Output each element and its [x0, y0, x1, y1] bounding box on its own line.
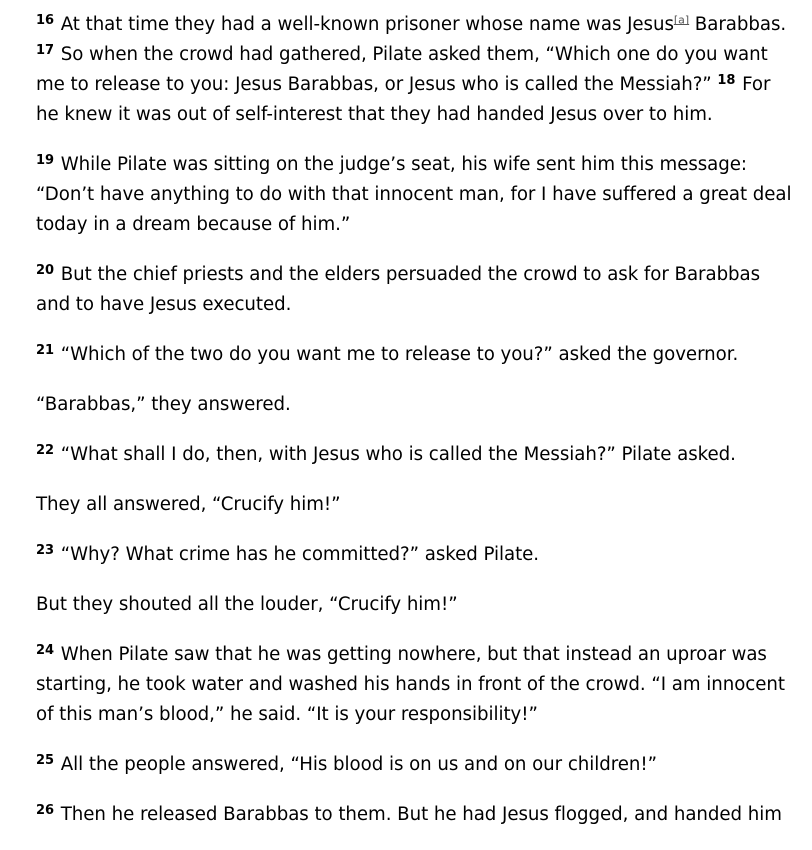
verse-text-19: While Pilate was sitting on the judge’s seat, his wife sent him this message: “Don’t have anything to do with that innocent man, for I have suffered a great deal today in a dream because of him.” [36, 154, 792, 235]
verse-text-24: When Pilate saw that he was getting nowhere, but that instead an uproar was starting, he took water and washed his hands in front of the crowd. “I am innocent of this man’s blood,” he said. “It is your responsibility!” [36, 644, 785, 725]
paragraph-22 [36, 440, 796, 470]
verse-number-24: 24 [36, 643, 54, 659]
paragraph-26 [36, 800, 796, 830]
verse-number-18: 18 [717, 73, 736, 89]
verse-text-18: For he knew it was out of self-interest that they had handed Jesus over to him. [36, 74, 771, 125]
verse-number-19: 19 [36, 153, 54, 169]
paragraph-25 [36, 750, 796, 780]
verse-text-16b: Barabbas. [689, 14, 787, 35]
paragraph-23 [36, 540, 796, 570]
paragraph-22b: They all answered, “Crucify him!” [36, 494, 341, 515]
verse-number-16: 16 [36, 13, 54, 29]
verse-text-16a: At that time they had a well-known prisoner whose name was Jesus [60, 14, 674, 35]
verse-text-17: So when the crowd had gathered, Pilate asked them, “Which one do you want me to release to you: Jesus Barabbas, or Jesus who is called the Messiah?” [36, 44, 768, 95]
verse-number-25: 25 [36, 753, 54, 769]
verse-number-21: 21 [36, 343, 54, 359]
verse-number-23: 23 [36, 543, 54, 559]
paragraph-21b: “Barabbas,” they answered. [36, 394, 291, 415]
verse-text-25: All the people answered, “His blood is on us and on our children!” [60, 754, 658, 775]
paragraph-23b: But they shouted all the louder, “Crucify him!” [36, 594, 458, 615]
verse-text-21: “Which of the two do you want me to release to you?” asked the governor. [60, 344, 739, 365]
paragraph-19 [36, 150, 796, 240]
verse-number-22: 22 [36, 443, 54, 459]
passage-text [36, 10, 796, 850]
paragraph-21 [36, 340, 796, 370]
verse-text-23: “Why? What crime has he committed?” asked Pilate. [60, 544, 540, 565]
verse-text-22: “What shall I do, then, with Jesus who is called the Messiah?” Pilate asked. [60, 444, 736, 465]
paragraph-24 [36, 640, 796, 730]
verse-number-20: 20 [36, 263, 54, 279]
paragraph-16-18 [36, 10, 796, 130]
verse-number-17: 17 [36, 43, 54, 59]
verse-number-26: 26 [36, 803, 54, 819]
verse-text-26: Then he released Barabbas to them. But he had Jesus flogged, and handed him [60, 804, 782, 825]
paragraph-20 [36, 260, 796, 320]
footnote-link-a[interactable] [674, 13, 689, 26]
footnote-anchor-a[interactable]: [a] [673, 13, 690, 27]
verse-text-20: But the chief priests and the elders persuaded the crowd to ask for Barabbas and to have Jesus executed. [36, 264, 761, 315]
